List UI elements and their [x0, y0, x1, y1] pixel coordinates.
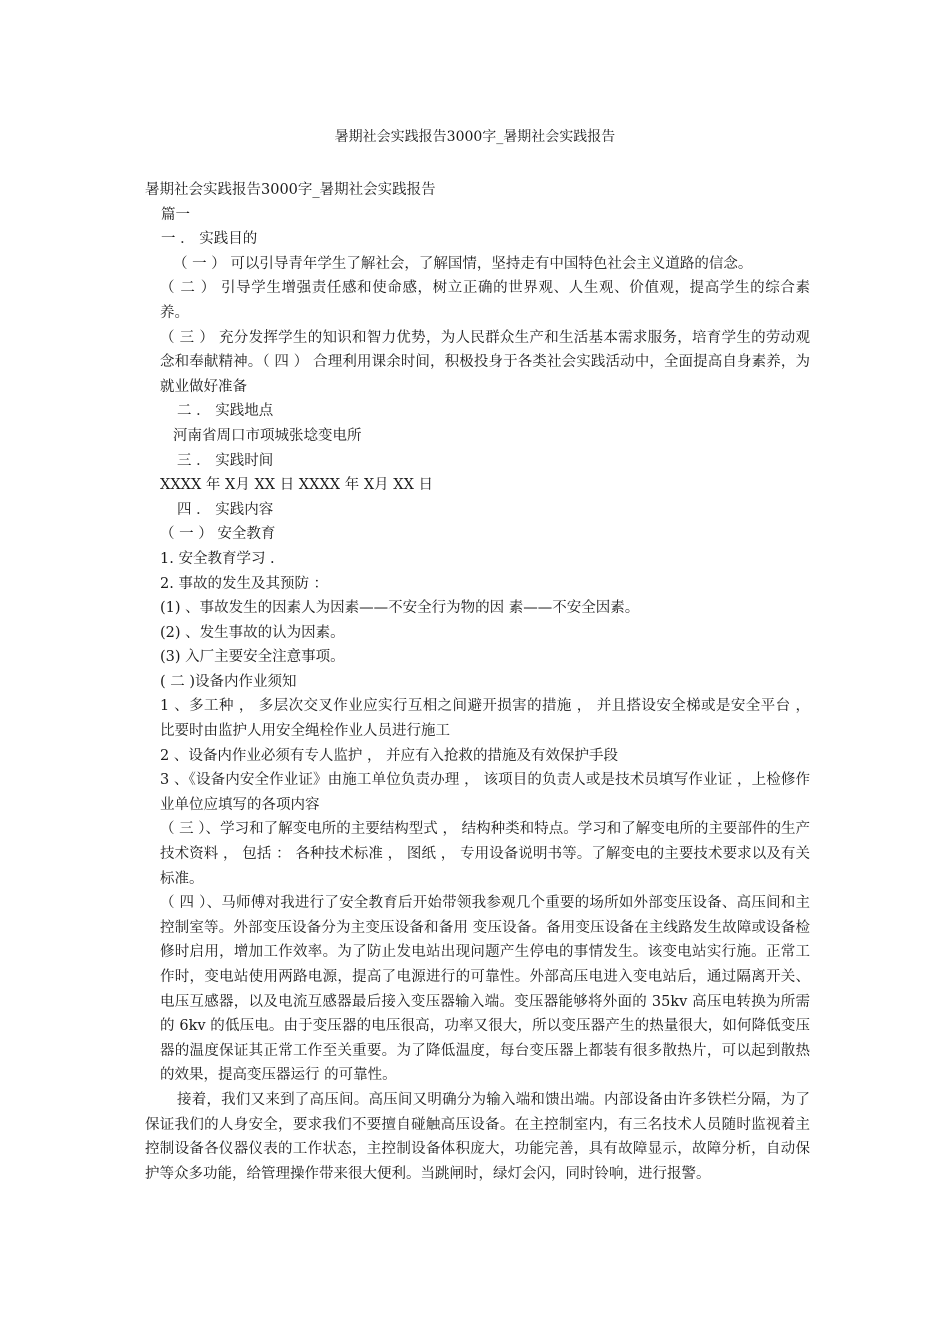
paragraph: （ 一 ） 安全教育 [160, 526, 276, 543]
paragraph: 2 、设备内作业必须有专人监护 ， 并应有入抢救的措施及有效保护手段 [160, 747, 619, 764]
paragraph: （ 三 ） 充分发挥学生的知识和智力优势，为人民群众生产和生活基本需求服务，培育学生的劳动观念和奉献精神。（ 四 ） 合理利用课余时间，积极投身于各类社会实践活动中，全面提高自身素养，为就业做好准备 [160, 329, 810, 395]
paragraph: （ 四 ）、马师傅对我进行了安全教育后开始带领我参观几个重要的场所如外部变压设备、高压间和主控制室等。外部变压设备分为主变压设备和备用 变压设备。备用变压设备在主线路发生故障或设备检修时启用，增加工作效率。为了防止发电站出现问题产生停电的事情发生。该变电站实行施。正常工作时，变电站使用两路电源，提高了电源进行的可靠性。外部高压电进入变电站后，通过隔离开关、电压互感器，以及电流互感器最后接入变压器输入端。变压器能够将外面的 35kv 高压电转换为所需的 6kv 的低压电。由于变压器的电压很高，功率又很大，所以变压器产生的热量很大，如何降低变压器的温度保证其正常工作至关重要。为了降低温度，每台变压器上都装有很多散热片，可以起到散热的效果，提高变压器运行 的可靠性。 [160, 895, 810, 1084]
paragraph: XXXX 年 X月 XX 日 XXXX 年 X月 XX 日 [160, 477, 434, 494]
paragraph: 暑期社会实践报告3000字_暑期社会实践报告 [145, 182, 436, 198]
paragraph: 三 ． 实践时间 [177, 452, 274, 469]
paragraph: （ 二 ） 引导学生增强责任感和使命感，树立正确的世界观、人生观、价值观，提高学生的综合素养。 [160, 280, 810, 321]
document-title: 暑期社会实践报告3000字_暑期社会实践报告 [334, 129, 616, 145]
paragraph: 接着，我们又来到了高压间。高压间又明确分为输入端和馈出端。内部设备由许多铁栏分隔，为了保证我们的人身安全，要求我们不要擅自碰触高压设备。在主控制室内，有三名技术人员随时监视着主控制设备各仪器仪表的工作状态，主控制设备体积庞大，功能完善，具有故障显示，故障分析，自动保护等众多功能，给管理操作带来很大便利。当跳闸时，绿灯会闪，同时铃响，进行报警。 [145, 1091, 810, 1182]
paragraph: (3) 入厂主要安全注意事项。 [160, 649, 345, 666]
paragraph: （ 三 ）、学习和了解变电所的主要结构型式 ， 结构种类和特点。学习和了解变电所的主要部件的生产技术资料 ， 包括 ： 各种技术标准 ， 图纸 ， 专用设备说明书等。了解变电的主要技术要求以及有关标准。 [160, 821, 810, 887]
paragraph: (2) 、发生事故的认为因素。 [160, 624, 345, 641]
paragraph: 1. 安全教育学习 . [160, 550, 275, 567]
paragraph: 二 ． 实践地点 [177, 403, 274, 420]
paragraph: 篇一 [161, 206, 190, 223]
paragraph: 四 ． 实践内容 [177, 501, 274, 518]
paragraph: 河南省周口市项城张埝变电所 [173, 427, 362, 444]
paragraph: 3 、《设备内安全作业证》由施工单位负责办理 ， 该项目的负责人或是技术员填写作业证 ，上检修作业单位应填写的各项内容 [160, 772, 810, 813]
paragraph: ( 二 )设备内作业须知 [160, 673, 297, 690]
paragraph: 1 、多工种 ， 多层次交叉作业应实行互相之间避开损害的措施 ， 并且搭设安全梯或是安全平台 ， 比要时由监护人用安全绳栓作业人员进行施工 [160, 698, 810, 740]
document-body [145, 178, 810, 1186]
paragraph: 2. 事故的发生及其预防 ： [160, 575, 329, 592]
paragraph: （ 一 ） 可以引导青年学生了解社会，了解国情，坚持走有中国特色社会主义道路的信念。 [173, 255, 753, 272]
paragraph: (1) 、事故发生的因素人为因素——不安全行为物的因 素——不安全因素。 [160, 600, 640, 617]
paragraph: 一 ． 实践目的 [161, 231, 258, 248]
